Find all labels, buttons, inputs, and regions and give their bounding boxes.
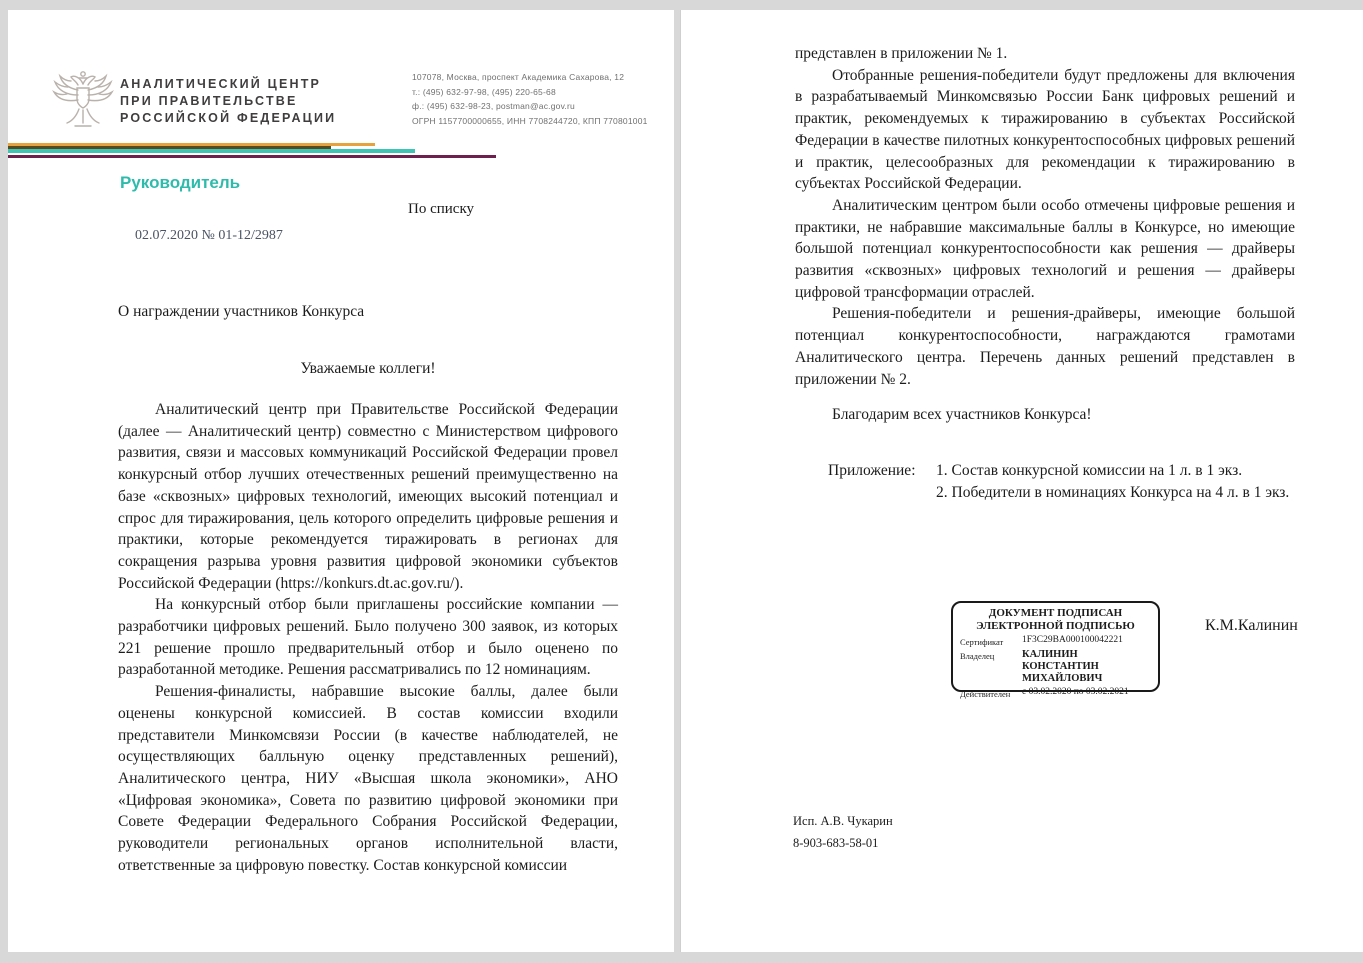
digital-signature-stamp: [951, 601, 1160, 699]
validity-value: с 03.02.2020 по 03.02.2021: [1022, 687, 1129, 697]
attachment-items: [936, 460, 1296, 503]
stamp-validity-row: [960, 687, 1151, 699]
decorative-stripe-purple: [8, 155, 496, 158]
attachment-label: Приложение:: [828, 462, 916, 479]
addressee: По списку: [408, 201, 475, 217]
stamp-title: [960, 607, 1151, 633]
letter-page-2: [681, 10, 1363, 952]
org-name-line: РОССИЙСКОЙ ФЕДЕРАЦИИ: [120, 111, 337, 125]
org-contact-block: [412, 70, 662, 128]
owner-value: КАЛИНИН КОНСТАНТИН МИХАЙЛОВИЧ: [1022, 649, 1103, 684]
certificate-label: Сертификат: [960, 637, 1004, 647]
org-phone: т.: (495) 632-97-98, (495) 220-65-68: [412, 86, 556, 97]
org-fax-email: ф.: (495) 632-98-23, postman@ac.gov.ru: [412, 101, 575, 111]
org-name: [120, 76, 336, 127]
stamp-title-line: ДОКУМЕНТ ПОДПИСАН: [988, 607, 1123, 619]
sender-position-title: Руководитель: [120, 173, 241, 192]
executor-phone: 8-903-683-58-01: [793, 836, 879, 850]
letter-body-page-2: [795, 43, 1295, 426]
stamp-certificate-row: [960, 635, 1151, 647]
paragraph: Решения-финалисты, набравшие высокие баллы, далее были оценены конкурсной комиссией. В состав комиссии входили представители Минкомсвязи России (в качестве наблюдателей, не осуществляющих балльную оценку представленных решений), Аналитического центра, НИУ «Высшая школа экономики», АНО «Цифровая экономика», Совета по развитию цифровой экономики при Совете Федерации Федерального Собрания Российской Федерации, руководители региональных органов исполнительной власти, ответственные за цифровую повестку. Состав конкурсной комиссии: [118, 683, 618, 874]
signer-name: К.М.Калинин: [1205, 617, 1298, 634]
paragraph: Решения-победители и решения-драйверы, имеющие большой потенциал конкурентоспособности, награждаются грамотами Аналитического центра. Перечень данных решений представлен в приложении № 2.: [795, 305, 1295, 388]
executor-name: Исп. А.В. Чукарин: [793, 814, 893, 828]
salutation: Уважаемые коллеги!: [300, 360, 436, 377]
attachment-item: 2. Победители в номинациях Конкурса на 4 л. в 1 экз.: [936, 483, 1290, 501]
paragraph: Аналитическим центром были особо отмечены цифровые решения и практики, не набравшие максимальные баллы в Конкурсе, но имеющие большой потенциал конкурентоспособности как решения — драйверы развития «сквозных» цифровых технологий и решения — драйверы цифровой трансформации отраслей.: [795, 196, 1295, 301]
executor-block: [793, 810, 893, 854]
org-name-line: АНАЛИТИЧЕСКИЙ ЦЕНТР: [120, 77, 322, 91]
stamp-title-line: ЭЛЕКТРОННОЙ ПОДПИСЬЮ: [976, 620, 1135, 632]
document-date-number: 02.07.2020 № 01-12/2987: [135, 228, 283, 243]
closing-thanks: Благодарим всех участников Конкурса!: [832, 406, 1092, 424]
letter-page-1: [8, 10, 674, 952]
attachment-block: [828, 460, 1296, 503]
validity-label: Действителен: [960, 689, 1011, 699]
org-address: 107078, Москва, проспект Академика Сахарова, 12: [412, 72, 625, 82]
letter-body-page-1: [118, 399, 618, 876]
paragraph: Отобранные решения-победители будут предложены для включения в разрабатываемый Минкомсвязью России Банк цифровых решений и практик, рекомендуемых к тиражированию в субъектах Российской Федерации в качестве пилотных конкурентоспособных цифровых решений и практик, целесообразных для рекомендации к тиражированию в субъектах Российской Федерации.: [795, 66, 1295, 193]
stamp-owner-row: [960, 649, 1151, 685]
decorative-stripe-teal: [8, 149, 415, 153]
owner-label: Владелец: [960, 651, 995, 661]
org-registration-numbers: ОГРН 1157700000655, ИНН 7708244720, КПП 770801001: [412, 115, 648, 126]
certificate-value: 1F3C29BA000100042221: [1022, 635, 1123, 645]
coat-of-arms-icon: [50, 68, 116, 134]
attachment-item: 1. Состав конкурсной комиссии на 1 л. в 1 экз.: [936, 462, 1243, 479]
letter-subject: О награждении участников Конкурса: [118, 303, 365, 320]
paragraph-continuation: представлен в приложении № 1.: [795, 45, 1008, 62]
paragraph: Аналитический центр при Правительстве Российской Федерации (далее — Аналитический центр) совместно с Министерством цифрового развития, связи и массовых коммуникаций Российской Федерации провел конкурсный отбор лучших отечественных решений преимущественно на базе «сквозных» цифровых технологий, имеющих высокий потенциал и спрос для тиражирования, цель которого определить цифровые решения и практики, которые рекомендуется тиражировать в регионах для сокращения разрыва уровня развития цифровой экономики субъектов Российской Федерации (https://konkurs.dt.ac.gov.ru/).: [118, 401, 618, 592]
org-name-line: ПРИ ПРАВИТЕЛЬСТВЕ: [120, 94, 298, 108]
paragraph: На конкурсный отбор были приглашены российские компании — разработчики цифровых решений. Было получено 300 заявок, из которых 221 решение прошло предварительный отбор и было оценено по разработанной методике. Решения рассматривались по 12 номинациям.: [118, 596, 618, 679]
